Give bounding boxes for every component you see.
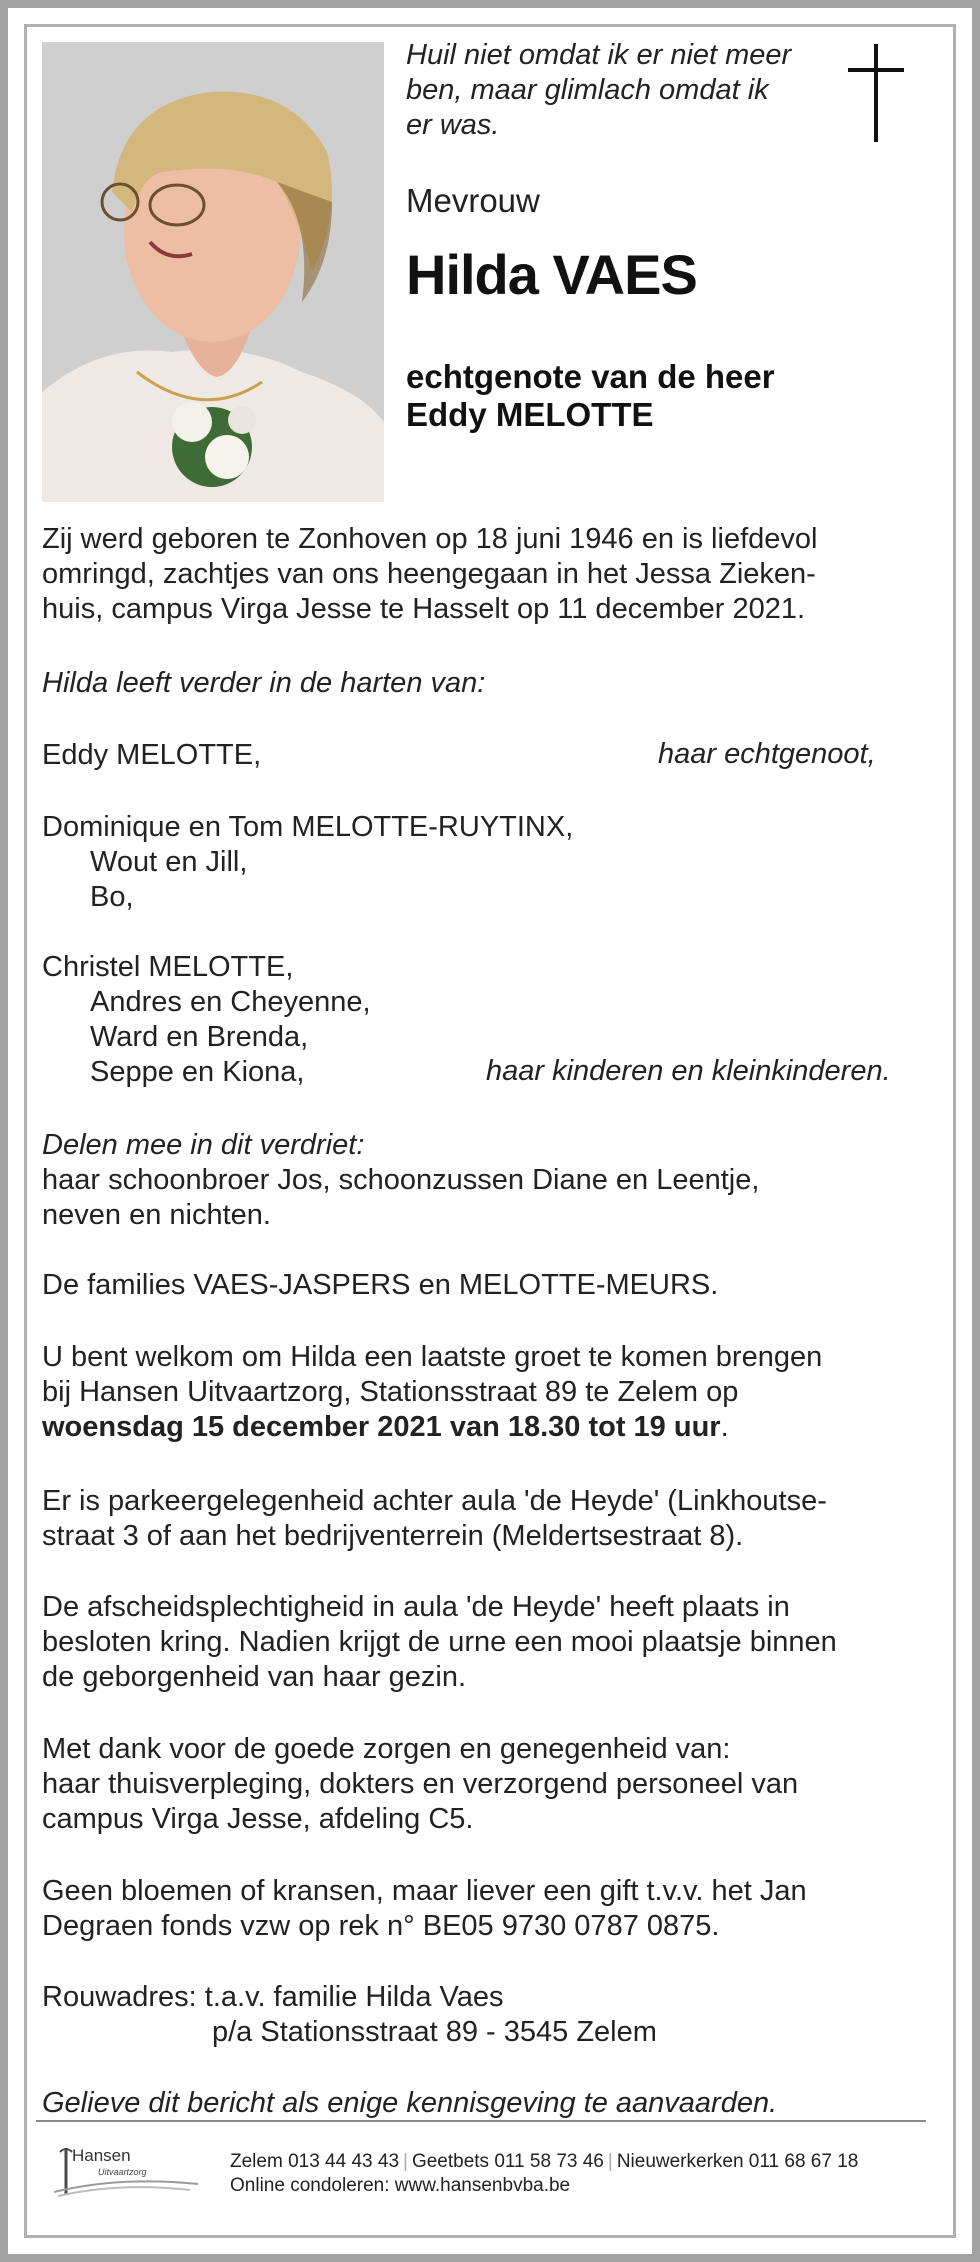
phone-nieuwerkerken: Nieuwerkerken 011 68 67 18 (616, 2151, 859, 2172)
text-line: haar schoonbroer Jos, schoonzussen Diane en Leentje, (42, 1164, 760, 1196)
families-line: De families VAES-JASPERS en MELOTTE-MEURS. (42, 1269, 719, 1301)
text-line: U bent welkom om Hilda een laatste groet te komen brengen (42, 1341, 823, 1373)
text-line: Zij werd geboren te Zonhoven op 18 juni 1946 en is liefdevol (42, 523, 818, 555)
family-line: Seppe en Kiona, (90, 1056, 305, 1088)
cross-icon (848, 44, 904, 142)
birth-paragraph (42, 522, 922, 627)
text-line: omringd, zachtjes van ons heengegaan in het Jessa Zieken- (42, 558, 816, 590)
share-heading: Delen mee in dit verdriet: (42, 1129, 365, 1161)
family-group-1 (42, 810, 922, 915)
separator: | (607, 2151, 613, 2172)
deceased-name: Hilda VAES (406, 243, 697, 306)
lives-on-heading: Hilda leeft verder in de harten van: (42, 667, 486, 699)
logo-subtitle: Uitvaartzorg (98, 2167, 147, 2177)
text-line: Geen bloemen of kransen, maar liever een gift t.v.v. het Jan (42, 1875, 807, 1907)
thanks-paragraph (42, 1732, 922, 1837)
spouse-info (406, 358, 775, 434)
text-line: besloten kring. Nadien krijgt de urne een mooi plaatsje binnen (42, 1626, 837, 1658)
footer-contact (230, 2150, 858, 2198)
share-paragraph (42, 1128, 922, 1233)
portrait-photo (42, 42, 384, 502)
family-line: Andres en Cheyenne, (90, 986, 371, 1018)
address-line: Rouwadres: t.a.v. familie Hilda Vaes (42, 1981, 504, 2013)
address-line: p/a Stationsstraat 89 - 3545 Zelem (212, 2016, 657, 2048)
notice-line: Gelieve dit bericht als enige kennisgeving te aanvaarden. (42, 2087, 778, 2119)
text-line (42, 1410, 922, 1445)
text-line: Met dank voor de goede zorgen en genegenheid van: (42, 1733, 731, 1765)
text-line: haar thuisverpleging, dokters en verzorgend personeel van (42, 1768, 799, 1800)
phone-zelem: Zelem 013 44 43 43 (230, 2151, 400, 2172)
quote (406, 38, 826, 143)
text-line: bij Hansen Uitvaartzorg, Stationsstraat 89 te Zelem op (42, 1376, 739, 1408)
logo-name: Hansen (72, 2146, 131, 2165)
family-line: Christel MELOTTE, (42, 951, 294, 983)
quote-line: Huil niet omdat ik er niet meer (406, 39, 792, 71)
parking-paragraph (42, 1484, 922, 1554)
family-line: Dominique en Tom MELOTTE-RUYTINX, (42, 811, 574, 843)
flowers-paragraph (42, 1874, 922, 1944)
text-line: De afscheidsplechtigheid in aula 'de Heyde' heeft plaats in (42, 1591, 790, 1623)
text-line: neven en nichten. (42, 1199, 271, 1231)
spouse-line: echtgenote van de heer (406, 358, 775, 395)
family-line: Wout en Jill, (90, 846, 248, 878)
text-line: de geborgenheid van haar gezin. (42, 1661, 467, 1693)
text-end: . (720, 1411, 729, 1443)
husband-relation: haar echtgenoot, (658, 738, 876, 770)
ceremony-paragraph (42, 1590, 922, 1695)
spouse-line: Eddy MELOTTE (406, 396, 654, 433)
visitation-time: woensdag 15 december 2021 van 18.30 tot 19 uur (42, 1411, 721, 1443)
separator: | (403, 2151, 408, 2172)
footer-phones (230, 2150, 858, 2174)
text-line: Er is parkeergelegenheid achter aula 'de Heyde' (Linkhoutse- (42, 1485, 827, 1517)
text-line: campus Virga Jesse, afdeling C5. (42, 1803, 474, 1835)
phone-geetbets: Geetbets 011 58 73 46 (411, 2151, 604, 2172)
family-line: Bo, (90, 881, 134, 913)
family-relation: haar kinderen en kleinkinderen. (486, 1055, 891, 1087)
family-line: Ward en Brenda, (90, 1021, 309, 1053)
text-line: straat 3 of aan het bedrijventerrein (Meldertsestraat 8). (42, 1520, 744, 1552)
honorific: Mevrouw (406, 182, 540, 219)
address-block (42, 1980, 922, 2050)
online-condolence-link[interactable]: Online condoleren: www.hansenbvba.be (230, 2175, 571, 2196)
husband-name: Eddy MELOTTE, (42, 739, 262, 771)
quote-line: ben, maar glimlach omdat ik (406, 74, 769, 106)
welcome-paragraph (42, 1340, 922, 1445)
text-line: Degraen fonds vzw op rek n° BE05 9730 0787 0875. (42, 1910, 720, 1942)
quote-line: er was. (406, 109, 500, 141)
text-line: huis, campus Virga Jesse te Hasselt op 11 december 2021. (42, 593, 806, 625)
footer-divider (36, 2120, 926, 2122)
